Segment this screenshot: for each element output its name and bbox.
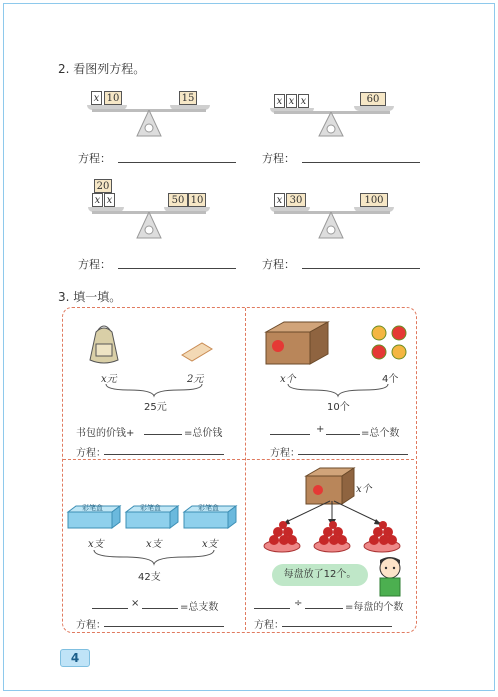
q1-equals-text: =总价钱	[184, 428, 223, 439]
balls-count-label: 4个	[382, 374, 399, 385]
number-box: 50	[168, 193, 188, 207]
brace-icon	[286, 382, 390, 398]
pen-box-label: 彩笔盒	[140, 504, 161, 512]
equation-answer-3[interactable]	[118, 256, 236, 269]
x-box: x	[91, 91, 102, 105]
number-box: 15	[179, 91, 197, 105]
q3-equation-answer[interactable]	[104, 615, 224, 627]
box-count-label: x个	[280, 374, 296, 385]
x-box: x	[298, 94, 309, 108]
equation-label: 方程：	[254, 620, 284, 631]
x-box: x	[92, 193, 103, 207]
equation-label: 方程：	[262, 152, 295, 165]
x-box: x	[286, 94, 297, 108]
q1-blank[interactable]	[144, 423, 182, 435]
equation-label: 方程：	[76, 448, 106, 459]
eraser-price-label: 2元	[187, 374, 204, 385]
backpack-icon	[84, 324, 124, 366]
speech-bubble: 每盘放了12个。	[272, 564, 368, 586]
section-2-title: 2. 看图列方程。	[58, 62, 146, 76]
q2-blank-2[interactable]	[326, 423, 360, 435]
scale-stand-icon	[316, 112, 346, 138]
equation-answer-1[interactable]	[118, 150, 236, 163]
brace-icon	[92, 548, 216, 566]
scale-stand-icon	[134, 212, 164, 240]
q3-blank-2[interactable]	[142, 597, 178, 609]
pen-box-label: 彩笔盒	[198, 504, 219, 512]
equation-label: 方程：	[76, 620, 106, 631]
q2-equals-text: =总个数	[361, 428, 400, 439]
scale-stand-icon	[316, 212, 346, 240]
equation-label: 方程：	[78, 258, 111, 271]
times-sign: ×	[131, 598, 140, 609]
grid-divider-vertical	[245, 308, 246, 630]
total-price-label: 25元	[144, 402, 167, 413]
pen-count-label-1: x支	[88, 539, 104, 550]
worksheet-page	[3, 3, 495, 691]
pen-count-label-2: x支	[146, 539, 162, 550]
divide-sign: ÷	[294, 598, 303, 609]
box-label: x个	[356, 484, 372, 495]
q2-equation-answer[interactable]	[298, 443, 408, 455]
number-box: 10	[104, 91, 122, 105]
equation-answer-2[interactable]	[302, 150, 420, 163]
box-icon	[264, 320, 330, 366]
q4-blank-1[interactable]	[254, 597, 290, 609]
equation-label: 方程：	[270, 448, 300, 459]
balls-icon	[370, 324, 410, 362]
pen-box-label: 彩笔盒	[82, 504, 103, 512]
q4-equation-answer[interactable]	[282, 615, 392, 627]
number-box: 60	[360, 92, 386, 106]
plate-of-balls-icon	[262, 520, 302, 554]
plate-of-balls-icon	[362, 520, 402, 554]
equation-label: 方程：	[262, 258, 295, 271]
equation-label: 方程：	[78, 152, 111, 165]
q3-blank-1[interactable]	[92, 597, 128, 609]
total-count-label: 10个	[327, 402, 350, 413]
brace-icon	[104, 382, 204, 398]
bag-price-label: x元	[101, 374, 117, 385]
equation-answer-4[interactable]	[302, 256, 420, 269]
girl-character-icon	[372, 556, 408, 598]
eraser-icon	[180, 339, 214, 363]
grid-divider-horizontal	[63, 459, 414, 460]
pen-count-label-3: x支	[202, 539, 218, 550]
page-number-badge: 4	[60, 649, 90, 667]
plus-sign: +	[316, 424, 325, 435]
number-box: 10	[188, 193, 206, 207]
plate-of-balls-icon	[312, 520, 352, 554]
q3-equals-text: =总支数	[180, 602, 219, 613]
q4-equals-text: =每盘的个数	[345, 602, 404, 613]
scale-stand-icon	[134, 110, 164, 138]
number-box: 100	[360, 193, 388, 207]
total-pens-label: 42支	[138, 572, 161, 583]
x-box: x	[274, 94, 285, 108]
q4-blank-2[interactable]	[305, 597, 343, 609]
q2-blank-1[interactable]	[270, 423, 310, 435]
x-box: x	[274, 193, 285, 207]
number-box: 20	[94, 179, 112, 193]
x-box: x	[104, 193, 115, 207]
number-box: 30	[286, 193, 306, 207]
bag-price-text: 书包的价钱+	[76, 428, 135, 439]
section-3-title: 3. 填一填。	[58, 290, 122, 304]
q1-equation-answer[interactable]	[104, 443, 224, 455]
